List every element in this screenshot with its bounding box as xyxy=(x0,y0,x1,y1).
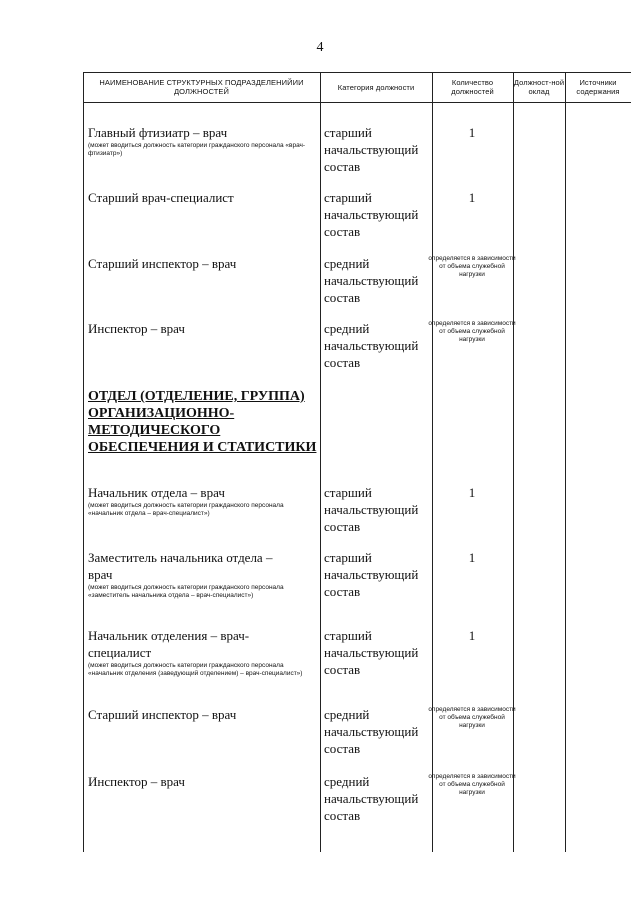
staff-table xyxy=(83,72,631,852)
section-title: ОТДЕЛ (ОТДЕЛЕНИЕ, ГРУППА) ОРГАНИЗАЦИОННО-МЕТОДИЧЕСКОГО ОБЕСПЕЧЕНИЯ И СТАТИСТИКИ xyxy=(88,389,317,455)
position-note: (может вводиться должность категории гражданского персонала «заместитель начальника отдела – врач-специалист») xyxy=(88,584,284,599)
position-title: Старший инспектор – врач xyxy=(88,256,237,271)
header-category: Категория должности xyxy=(337,82,415,92)
position-title: Старший инспектор – врач xyxy=(88,707,237,722)
position-category: старший начальствующий состав xyxy=(324,125,419,174)
table-left-border xyxy=(83,72,84,852)
header-bottom-border xyxy=(83,102,631,103)
position-quantity: 1 xyxy=(468,485,476,500)
position-quantity: 1 xyxy=(468,550,476,565)
header-quantity: Количество должностей xyxy=(451,78,494,96)
position-note: (может вводиться должность категории гражданского персонала «начальник отделения (заведующий отделением) – врач-специалист») xyxy=(88,662,303,677)
position-quantity: 1 xyxy=(468,628,476,643)
position-category: старший начальствующий состав xyxy=(324,485,419,534)
position-category: средний начальствующий состав xyxy=(324,256,419,305)
position-category: старший начальствующий состав xyxy=(324,550,419,599)
position-quantity: 1 xyxy=(468,125,476,140)
col-divider-1 xyxy=(320,72,321,852)
quantity-note: определяется в зависимости от объема служебной нагрузки xyxy=(428,320,516,343)
position-note: (может вводиться должность категории гражданского персонала «начальник отдела – врач-специалист») xyxy=(88,502,284,517)
position-category: средний начальствующий состав xyxy=(324,707,419,756)
position-title: Инспектор – врач xyxy=(88,321,185,336)
header-funding-source: Источники содержания xyxy=(576,78,620,96)
position-title: Начальник отделения – врач-специалист xyxy=(88,628,250,660)
page-number: 4 xyxy=(316,40,324,55)
header-structure-name: НАИМЕНОВАНИЕ СТРУКТУРНЫХ ПОДРАЗДЕЛЕНИЙИИ ДОЛЖНОСТЕЙ xyxy=(99,78,304,96)
position-note: (может вводиться должность категории гражданского персонала «врач-фтизиатр») xyxy=(88,142,306,157)
position-category: старший начальствующий состав xyxy=(324,190,419,239)
col-divider-4 xyxy=(565,72,566,852)
quantity-note: определяется в зависимости от объема служебной нагрузки xyxy=(428,255,516,278)
position-category: старший начальствующий состав xyxy=(324,628,419,677)
position-title: Старший врач-специалист xyxy=(88,190,234,205)
position-quantity: 1 xyxy=(468,190,476,205)
quantity-note: определяется в зависимости от объема служебной нагрузки xyxy=(428,773,516,796)
position-title: Начальник отдела – врач xyxy=(88,485,225,500)
position-title: Заместитель начальника отдела – врач xyxy=(88,550,273,582)
position-category: средний начальствующий состав xyxy=(324,774,419,823)
position-title: Инспектор – врач xyxy=(88,774,185,789)
position-title: Главный фтизиатр – врач xyxy=(88,125,228,140)
position-category: средний начальствующий состав xyxy=(324,321,419,370)
header-salary: Должност-ной оклад xyxy=(513,78,565,96)
quantity-note: определяется в зависимости от объема служебной нагрузки xyxy=(428,706,516,729)
